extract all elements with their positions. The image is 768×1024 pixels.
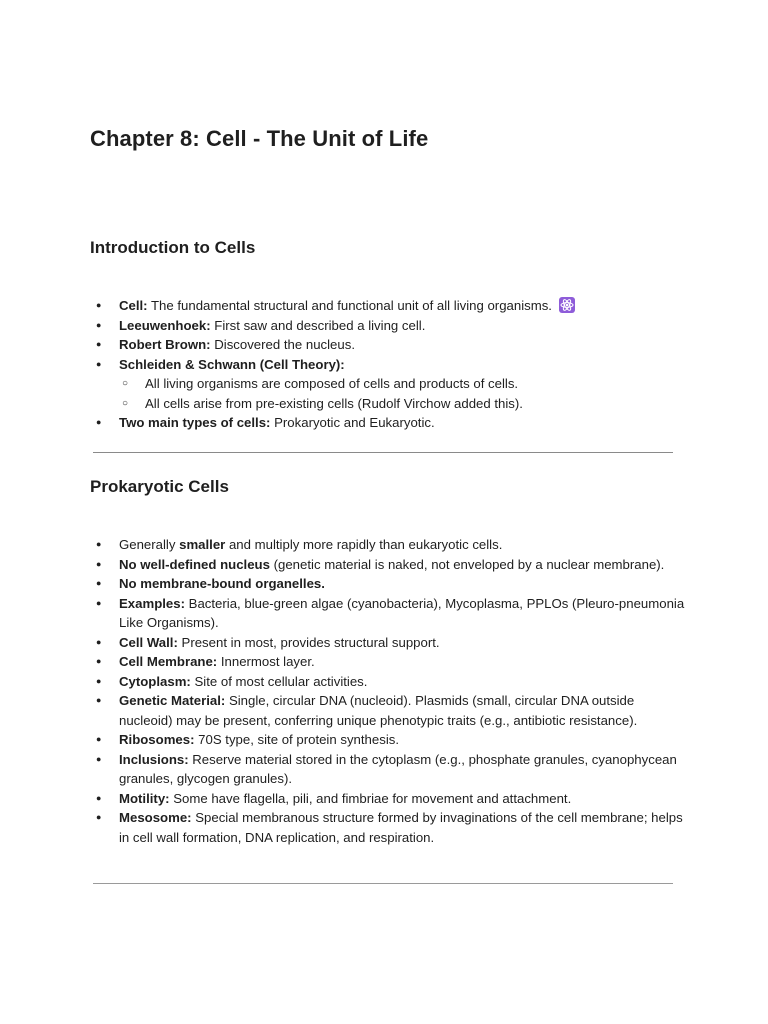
list-item: ● Schleiden & Schwann (Cell Theory): ○ All living organisms are composed of cells and products of cells. ○ All cells arise from pre-existing cells (Rudolf Virchow added this). xyxy=(90,355,690,414)
section-heading-introduction: Introduction to Cells xyxy=(90,238,256,257)
list-item: ● Cell Wall: Present in most, provides structural support. xyxy=(90,633,690,653)
prokaryotic-list xyxy=(90,535,690,847)
list-item: ● Examples: Bacteria, blue-green algae (cyanobacteria), Mycoplasma, PPLOs (Pleuro-pneumonia Like Organisms). xyxy=(90,594,690,633)
list-item: ● Genetic Material: Single, circular DNA (nucleoid). Plasmids (small, circular DNA outside nucleoid) may be present, conferring unique phenotypic traits (e.g., antibiotic resistance). xyxy=(90,691,690,730)
list-item: ● Robert Brown: Discovered the nucleus. xyxy=(90,335,690,355)
page-title: Chapter 8: Cell - The Unit of Life xyxy=(90,126,429,151)
list-item: ● Inclusions: Reserve material stored in the cytoplasm (e.g., phosphate granules, cyanophycean granules, glycogen granules). xyxy=(90,750,690,789)
list-item: ● Mesosome: Special membranous structure formed by invaginations of the cell membrane; helps in cell wall formation, DNA replication, and respiration. xyxy=(90,808,690,847)
section-divider xyxy=(93,883,673,884)
list-item: ● Ribosomes: 70S type, site of protein synthesis. xyxy=(90,730,690,750)
intro-list xyxy=(90,296,690,433)
list-item: ● Two main types of cells: Prokaryotic and Eukaryotic. xyxy=(90,413,690,433)
list-item: ● Generally smaller and multiply more rapidly than eukaryotic cells. xyxy=(90,535,690,555)
list-item: ● Cell: The fundamental structural and functional unit of all living organisms. xyxy=(90,296,690,316)
list-item: ● Cell Membrane: Innermost layer. xyxy=(90,652,690,672)
section-divider xyxy=(93,452,673,453)
sub-list-item: ○ All cells arise from pre-existing cells (Rudolf Virchow added this). xyxy=(119,394,690,414)
list-item: ● No well-defined nucleus (genetic material is naked, not enveloped by a nuclear membrane). xyxy=(90,555,690,575)
list-item: ● Cytoplasm: Site of most cellular activities. xyxy=(90,672,690,692)
section-heading-prokaryotic: Prokaryotic Cells xyxy=(90,477,229,496)
list-item: ● Motility: Some have flagella, pili, and fimbriae for movement and attachment. xyxy=(90,789,690,809)
atom-icon xyxy=(559,297,575,313)
sub-list-item: ○ All living organisms are composed of cells and products of cells. xyxy=(119,374,690,394)
list-item: ● No membrane-bound organelles. xyxy=(90,574,690,594)
list-item: ● Leeuwenhoek: First saw and described a living cell. xyxy=(90,316,690,336)
sub-list xyxy=(119,374,690,413)
